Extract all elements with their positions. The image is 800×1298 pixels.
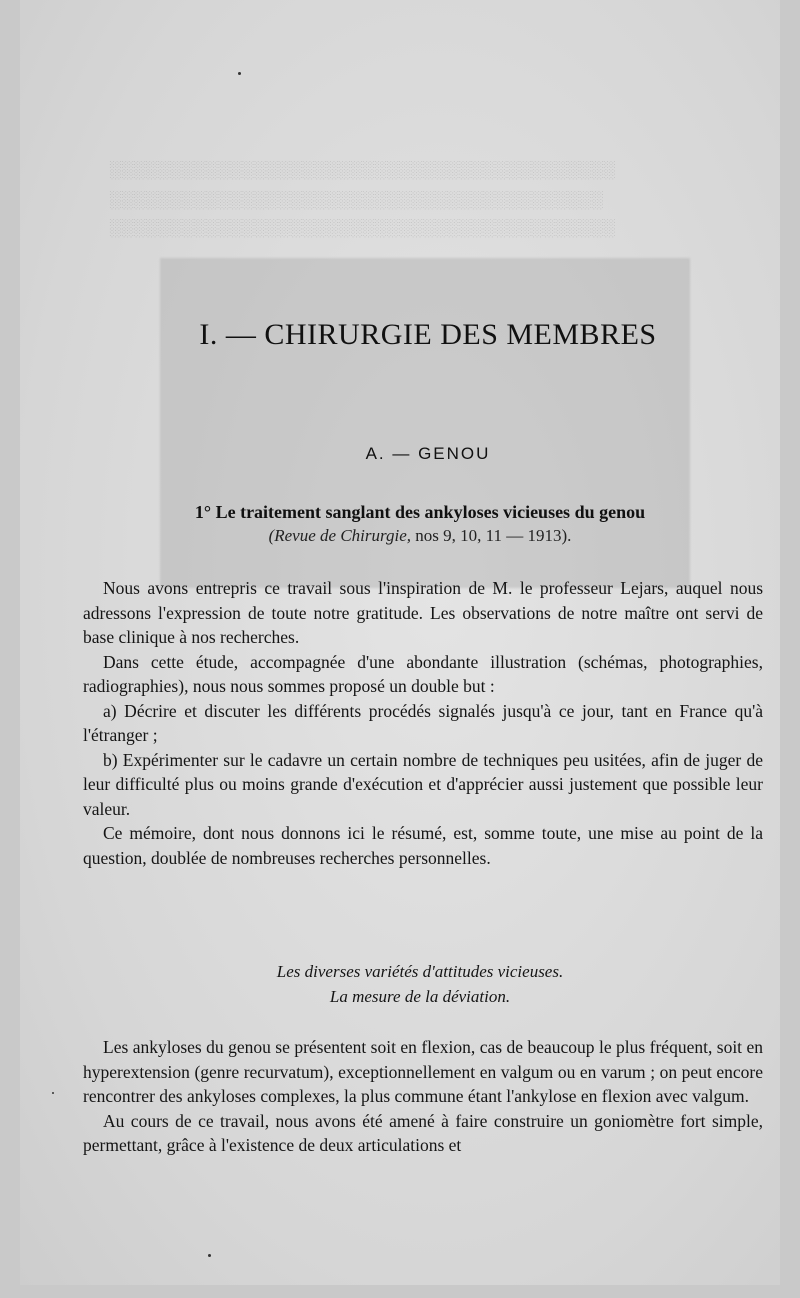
body-text	[83, 576, 763, 870]
body-text-2	[83, 1035, 763, 1158]
speck	[52, 1092, 54, 1094]
subheading-measure: La mesure de la déviation.	[329, 987, 511, 1006]
ref-open: (	[268, 526, 275, 545]
paragraph: Dans cette étude, accompagnée d'une abondante illustration (schémas, photographies, radiographies), nous nous sommes proposé un double but :	[83, 651, 763, 696]
ref-numbers: nos 9, 10, 11 — 1913).	[411, 526, 572, 545]
article-reference	[60, 526, 780, 546]
paragraph: Nous avons entrepris ce travail sous l'inspiration de M. le professeur Lejars, auquel nous adressons l'expression de toute notre gratitude. Les observations de notre maître ont servi de base clinique à nos recherches.	[83, 578, 763, 647]
paragraph: Au cours de ce travail, nous avons été amené à faire construire un goniomètre fort simple, permettant, grâce à l'existence de deux articulations et	[83, 1110, 763, 1155]
article-title: 1° Le traitement sanglant des ankyloses vicieuses du genou	[194, 502, 646, 522]
paragraph: b) Expérimenter sur le cadavre un certain nombre de techniques peu usitées, afin de juger de leur difficulté plus ou moins grande d'exécution et d'apprécier aussi justement que possible leur valeur.	[83, 749, 763, 819]
bleed-through: ░░░░░░░░░░░░░░░░░░░░░░░░░░░░░░░░░░░░░░░░░░	[110, 160, 616, 179]
speck	[238, 72, 241, 75]
bleed-through: ░░░░░░░░░░░░░░░░░░░░░░░░░░░░░░░░░░░░░░░░░░	[110, 218, 616, 237]
subsection-heading: A. — GENOU	[365, 444, 491, 463]
subheading-varieties: Les diverses variétés d'attitudes vicieuses.	[276, 962, 564, 981]
paragraph: Ce mémoire, dont nous donnons ici le résumé, est, somme toute, une mise au point de la question, doublée de nombreuses recherches personnelles.	[83, 823, 763, 868]
ref-journal: Revue de Chirurgie,	[274, 526, 411, 545]
speck	[208, 1254, 211, 1257]
document-page	[20, 0, 780, 1285]
section-heading: I. — CHIRURGIE DES MEMBRES	[199, 318, 657, 351]
paragraph: Les ankyloses du genou se présentent soit en flexion, cas de beaucoup le plus fréquent, soit en hyperextension (genre recurvatum), exceptionnellement en valgum ou en varum ; on peut encore rencontrer des ankyloses complexes, la plus commune étant l'ankylose en flexion avec valgum.	[83, 1037, 763, 1106]
bleed-through: ░░░░░░░░░░░░░░░░░░░░░░░░░░░░░░░░░░░░░░░░░	[110, 190, 604, 209]
paragraph: a) Décrire et discuter les différents procédés signalés jusqu'à ce jour, tant en France qu'à l'étranger ;	[83, 700, 763, 745]
